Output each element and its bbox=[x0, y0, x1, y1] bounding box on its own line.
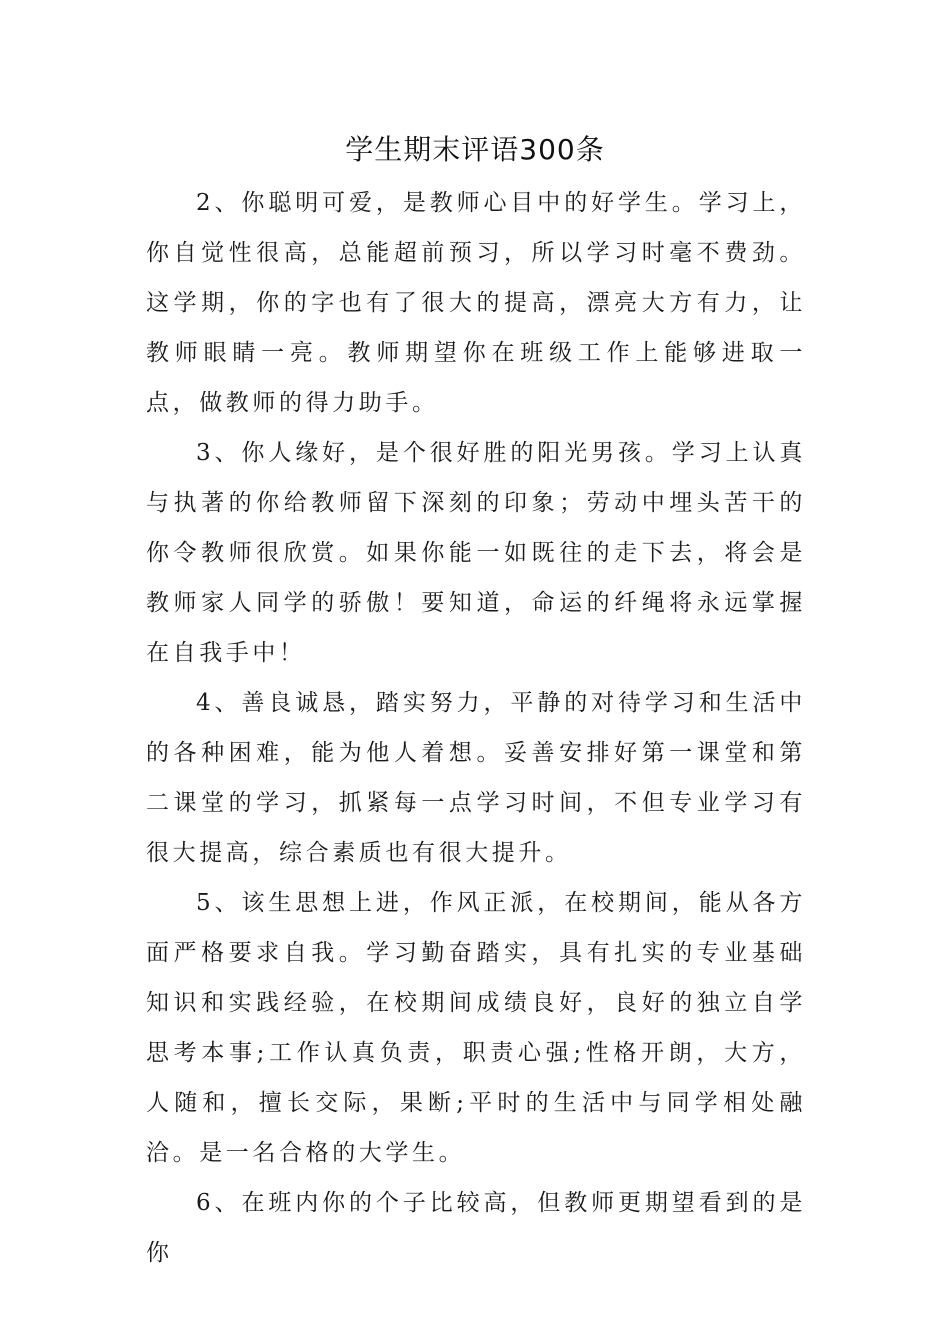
document-title: 学生期末评语300条 bbox=[345, 133, 605, 166]
paragraph-4: 4、善良诚恳，踏实努力，平静的对待学习和生活中的各种困难，能为他人着想。妥善安排好第一课堂和第二课堂的学习，抓紧每一点学习时间，不但专业学习有很大提高，综合素质也有很大提升。 bbox=[146, 690, 806, 866]
paragraph-6: 6、在班内你的个子比较高，但教师更期望看到的是你 bbox=[146, 1190, 806, 1266]
paragraph-5: 5、该生思想上进，作风正派，在校期间，能从各方面严格要求自我。学习勤奋踏实，具有扎实的专业基础知识和实践经验，在校期间成绩良好，良好的独立自学思考本事;工作认真负责，职责心强;性格开朗，大方，人随和，擅长交际，果断;平时的生活中与同学相处融洽。是一名合格的大学生。 bbox=[146, 890, 806, 1166]
document-body bbox=[146, 178, 806, 1278]
paragraph-3: 3、你人缘好，是个很好胜的阳光男孩。学习上认真与执著的你给教师留下深刻的印象；劳动中埋头苦干的你令教师很欣赏。如果你能一如既往的走下去，将会是教师家人同学的骄傲！要知道，命运的纤绳将永远掌握在自我手中！ bbox=[146, 440, 806, 666]
paragraph-2: 2、你聪明可爱，是教师心目中的好学生。学习上，你自觉性很高，总能超前预习，所以学习时毫不费劲。这学期，你的字也有了很大的提高，漂亮大方有力，让教师眼睛一亮。教师期望你在班级工作上能够进取一点，做教师的得力助手。 bbox=[146, 190, 806, 416]
